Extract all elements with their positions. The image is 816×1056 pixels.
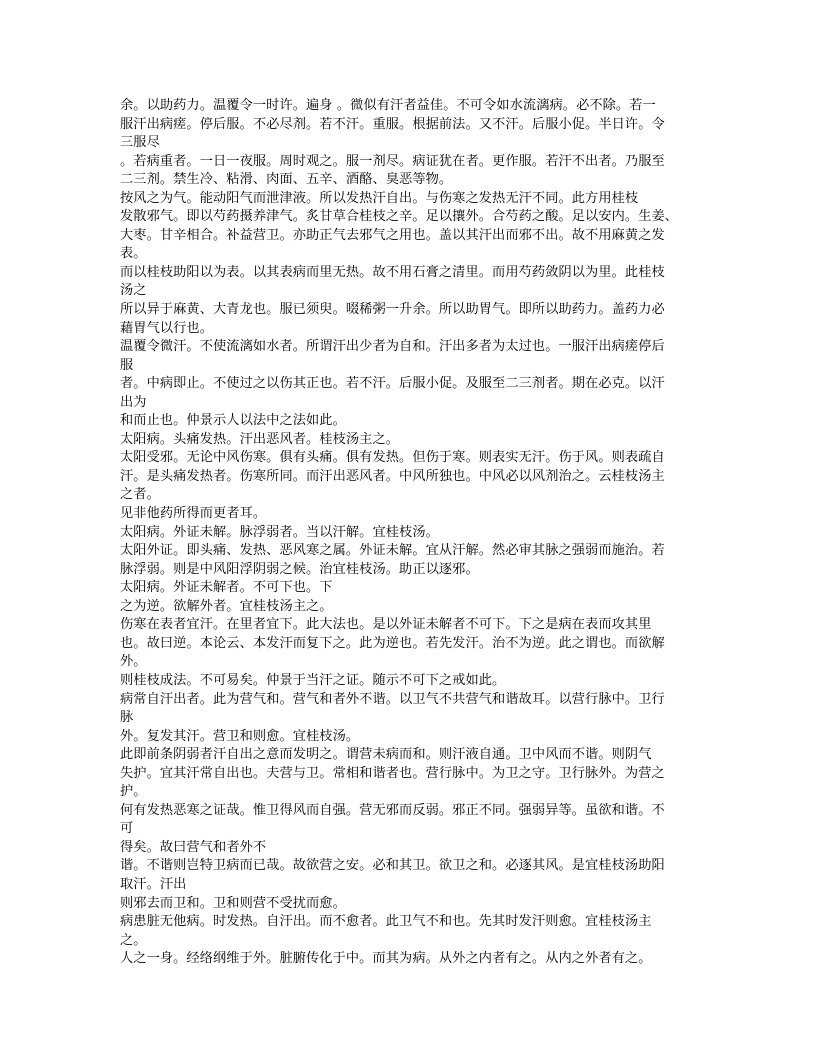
text-line: 者。中病即止。不使过之以伤其正也。若不汗。后服小促。及服至二三剂者。期在必克。以汗	[120, 376, 665, 392]
text-line: 见非他药所得而更者耳。	[120, 506, 267, 522]
text-line: 伤寒在表者宜汗。在里者宜下。此大法也。是以外证未解者不可下。下之是病在表而攻其里	[120, 617, 652, 633]
text-line: 何有发热恶寒之证哉。惟卫得风而自强。营无邪而反弱。邪正不同。强弱异等。虽欲和谐。不	[120, 802, 665, 818]
text-line: 脉	[120, 710, 134, 726]
text-line: 服汗出病瘥。停后服。不必尽剂。若不汗。重服。根据前法。又不汗。后服小促。半日许。令	[120, 116, 665, 132]
text-line: 谐。不谐则岂特卫病而已哉。故欲营之安。必和其卫。欲卫之和。必逐其风。是宜桂枝汤助阳	[120, 858, 665, 874]
text-line: 取汗。汗出	[120, 876, 187, 892]
text-line: 太阳病。外证未解者。不可下也。下	[120, 580, 333, 596]
text-line: 服	[120, 357, 134, 373]
text-line: 得矣。故曰营气和者外不	[120, 839, 267, 855]
text-line: 之。	[120, 932, 147, 948]
text-line: 此即前条阴弱者汗自出之意而发明之。谓营未病而和。则汗液自通。卫中风而不谐。则阴气	[120, 747, 652, 763]
text-line: 太阳病。外证未解。脉浮弱者。当以汗解。宜桂枝汤。	[120, 524, 439, 540]
text-line: 也。故曰逆。本论云、本发汗而复下之。此为逆也。若先发汗。治不为逆。此之谓也。而欲解	[120, 635, 665, 651]
text-line: 之为逆。欲解外者。宜桂枝汤主之。	[120, 598, 333, 614]
text-line: 表。	[120, 246, 147, 262]
text-line: 汤之	[120, 283, 147, 299]
text-line: 三服尽	[120, 135, 160, 151]
text-line: 大枣。甘辛相合。补益营卫。亦助正气去邪气之用也。盖以其汗出而邪不出。故不用麻黄之发	[120, 227, 665, 243]
text-line: 护。	[120, 784, 147, 800]
text-line: 发散邪气。即以芍药摄养津气。炙甘草合桂枝之辛。足以攘外。合芍药之酸。足以安内。生姜、	[120, 209, 679, 225]
text-line: 人之一身。经络纲维于外。脏腑传化于中。而其为病。从外之内者有之。从内之外者有之。	[120, 951, 652, 967]
text-line: 太阳受邪。无论中风伤寒。俱有头痛。俱有发热。但伤于寒。则表实无汗。伤于风。则表疏自	[120, 450, 665, 466]
text-line: 可	[120, 821, 134, 837]
text-line: 出为	[120, 394, 147, 410]
text-line: 太阳病。头痛发热。汗出恶风者。桂枝汤主之。	[120, 431, 400, 447]
text-line: 外。复发其汗。营卫和则愈。宜桂枝汤。	[120, 728, 360, 744]
text-line: 则桂枝成法。不可易矣。仲景于当汗之证。随示不可下之戒如此。	[120, 672, 506, 688]
text-line: 和而止也。仲景示人以法中之法如此。	[120, 413, 346, 429]
text-line: 则邪去而卫和。卫和则营不受扰而愈。	[120, 895, 346, 911]
text-line: 脉浮弱。则是中风阳浮阴弱之候。治宜桂枝汤。助正以逐邪。	[120, 561, 479, 577]
text-line: 。若病重者。一日一夜服。周时观之。服一剂尽。病证犹在者。更作服。若汗不出者。乃服至	[120, 153, 665, 169]
text-line: 汗。是头痛发热者。伤寒所同。而汗出恶风者。中风所独也。中风必以风剂治之。云桂枝汤主	[120, 468, 665, 484]
text-line: 余。以助药力。温覆令一时许。遍身 。微似有汗者益佳。不可令如水流漓病。必不除。若一	[120, 98, 656, 113]
text-line: 二三剂。禁生冷、粘滑、肉面、五辛、酒酪、臭恶等物。	[120, 172, 453, 188]
text-line: 失护。宜其汗常自出也。夫营与卫。常相和谐者也。营行脉中。为卫之守。卫行脉外。为营之	[120, 765, 665, 781]
text-line: 病常自汗出者。此为营气和。营气和者外不谐。以卫气不共营气和谐故耳。以营行脉中。卫行	[120, 691, 665, 707]
text-line: 所以异于麻黄、大青龙也。服已须臾。啜稀粥一升余。所以助胃气。即所以助药力。盖药力必	[120, 302, 665, 318]
text-line: 病患脏无他病。时发热。自汗出。而不愈者。此卫气不和也。先其时发汗则愈。宜桂枝汤主	[120, 914, 652, 930]
text-line: 藉胃气以行也。	[120, 320, 214, 336]
text-line: 按风之为气。能动阳气而泄津液。所以发热汗自出。与伤寒之发热无汗不同。此方用桂枝	[120, 190, 639, 206]
text-line: 温覆令微汗。不使流漓如水者。所谓汗出少者为自和。汗出多者为太过也。一服汗出病瘥停后	[120, 339, 665, 355]
body-text	[120, 97, 700, 969]
text-line: 太阳外证。即头痛、发热、恶风寒之属。外证未解。宜从汗解。然必审其脉之强弱而施治。若	[120, 543, 665, 559]
text-line: 而以桂枝助阳以为表。以其表病而里无热。故不用石膏之清里。而用芍药敛阴以为里。此桂枝	[120, 264, 665, 280]
text-line: 之者。	[120, 487, 160, 503]
text-line: 外。	[120, 654, 147, 670]
